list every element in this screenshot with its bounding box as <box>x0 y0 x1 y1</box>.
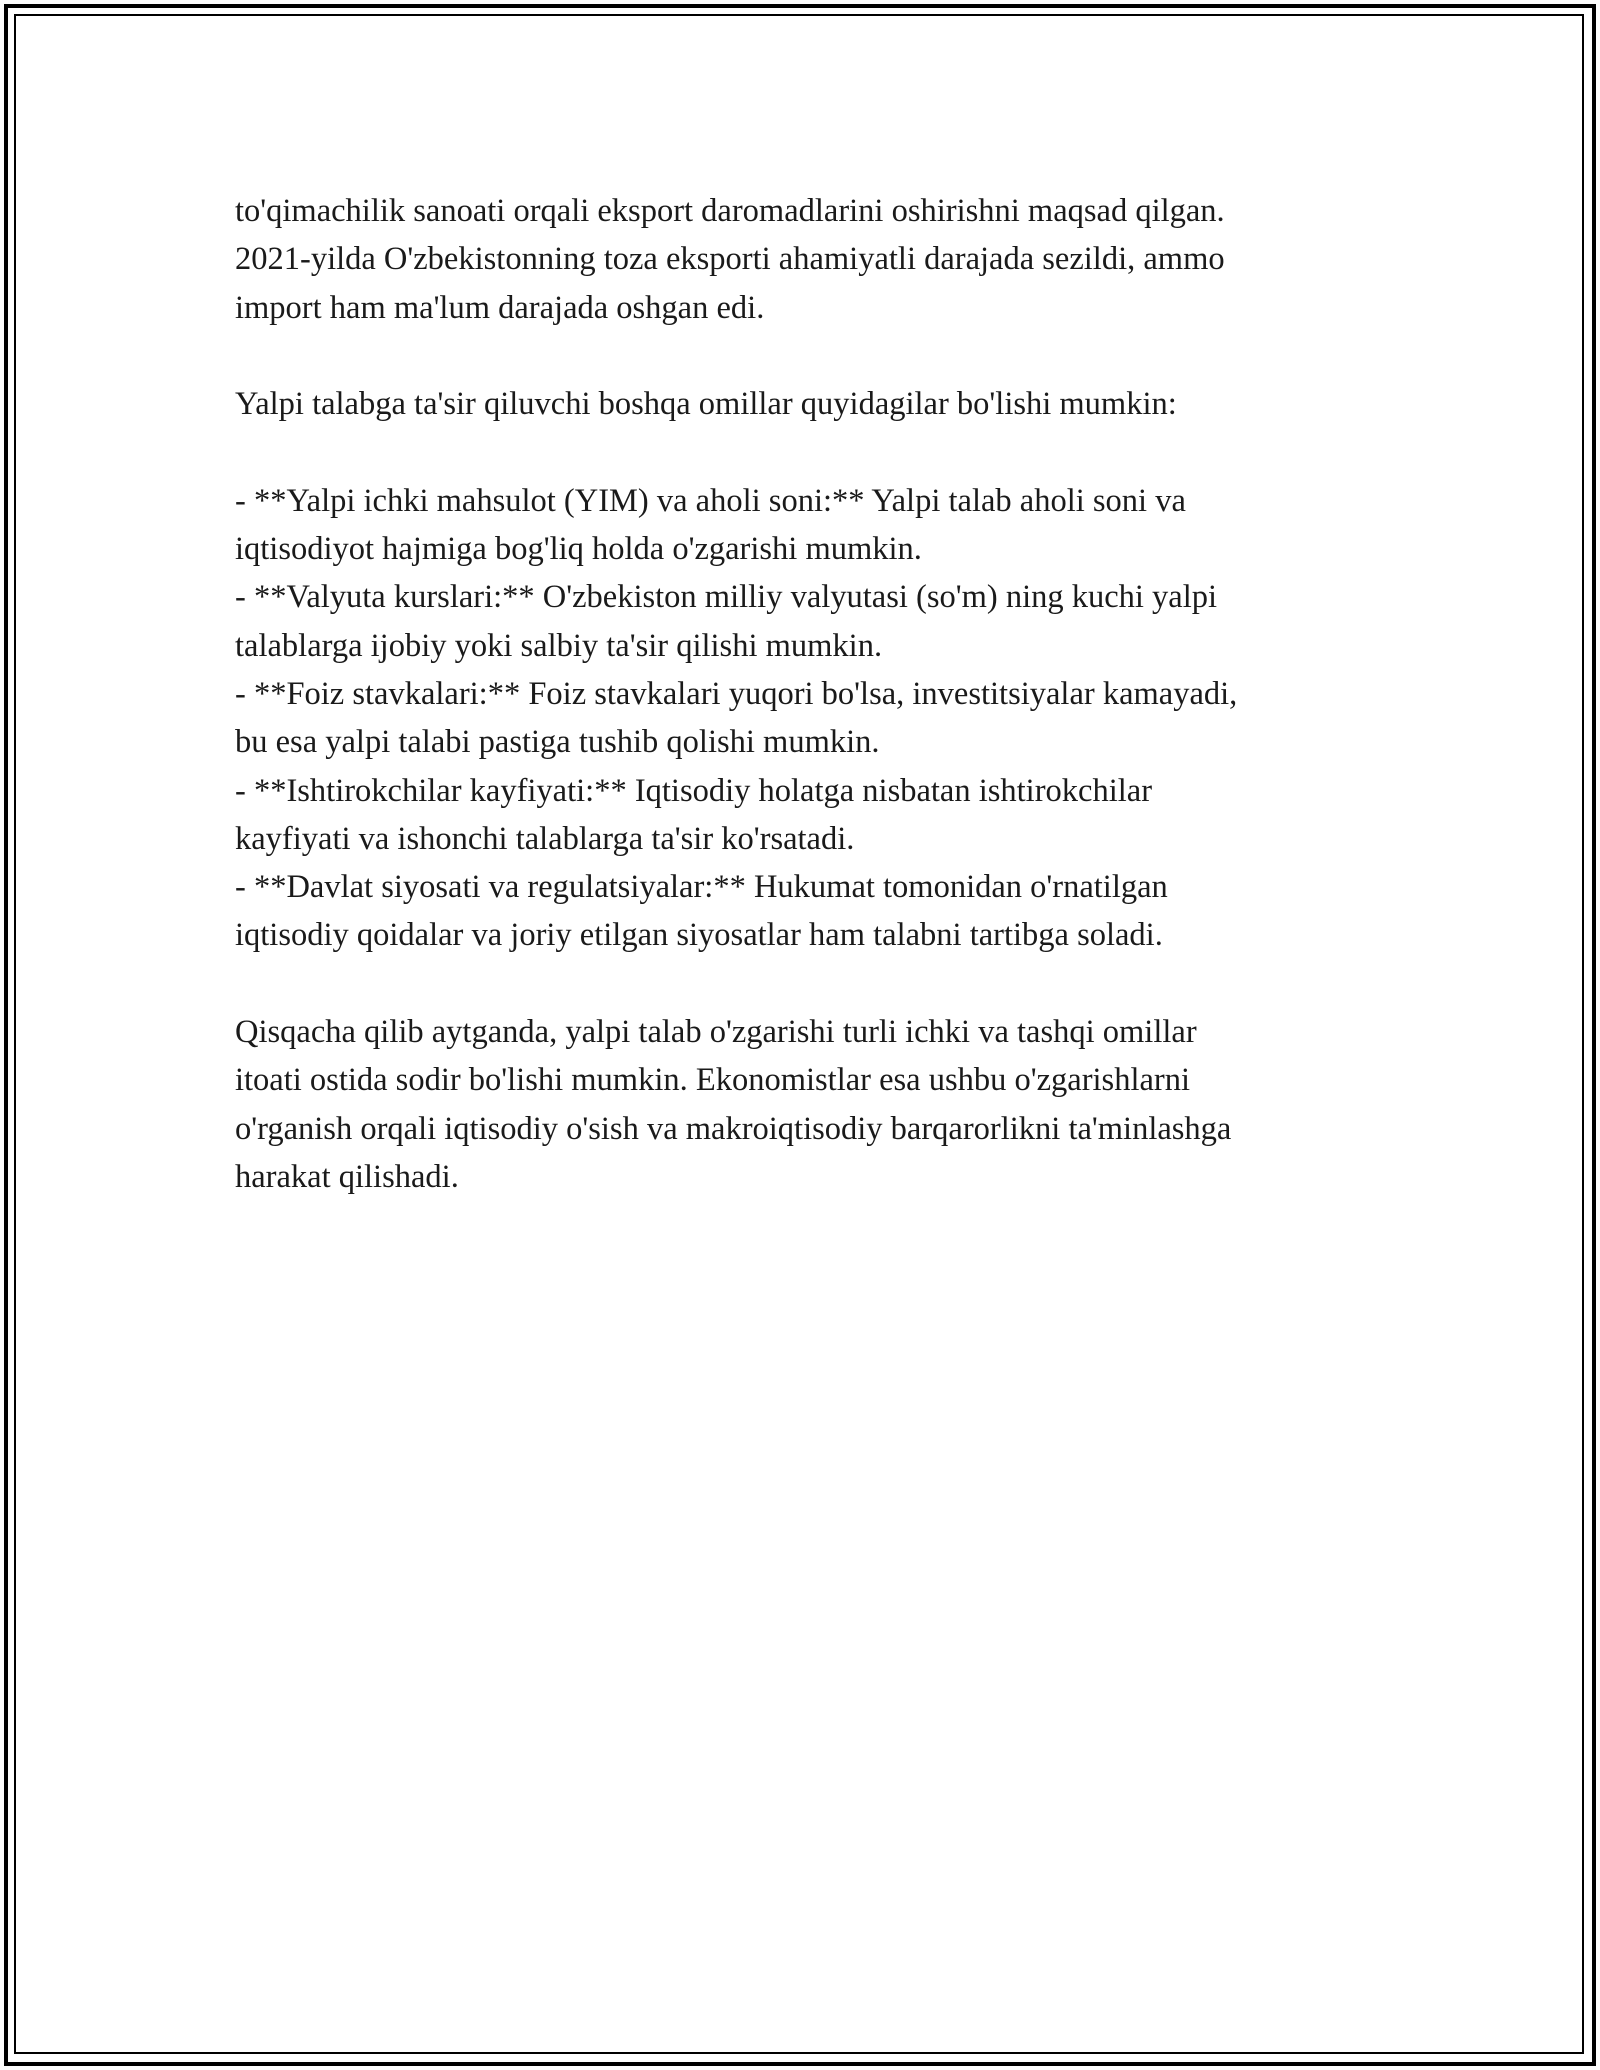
text-line: talablarga ijobiy yoki salbiy ta'sir qilishi mumkin. <box>235 627 883 664</box>
paragraph-conclusion <box>235 1008 1375 1201</box>
list-item <box>235 573 1375 670</box>
text-line: import ham ma'lum darajada oshgan edi. <box>235 289 765 326</box>
paragraph-gap <box>235 428 1375 476</box>
text-line: kayfiyati va ishonchi talablarga ta'sir ko'rsatadi. <box>235 820 855 857</box>
paragraph-intro <box>235 187 1375 332</box>
text-line: harakat qilishadi. <box>235 1158 459 1195</box>
text-line: - **Valyuta kurslari:** O'zbekiston milliy valyutasi (so'm) ning kuchi yalpi <box>235 579 1218 616</box>
text-line: itoati ostida sodir bo'lishi mumkin. Ekonomistlar esa ushbu o'zgarishlarni <box>235 1062 1191 1099</box>
text-line: o'rganish orqali iqtisodiy o'sish va makroiqtisodiy barqarorlikni ta'minlashga <box>235 1110 1232 1147</box>
text-line: - **Foiz stavkalari:** Foiz stavkalari yuqori bo'lsa, investitsiyalar kamayadi, <box>235 675 1238 712</box>
list-item <box>235 863 1375 960</box>
text-line: Qisqacha qilib aytganda, yalpi talab o'zgarishi turli ichki va tashqi omillar <box>235 1014 1197 1051</box>
text-line: iqtisodiyot hajmiga bog'liq holda o'zgarishi mumkin. <box>235 531 922 568</box>
paragraph-gap <box>235 332 1375 380</box>
factors-list <box>235 477 1375 960</box>
paragraph-factors-intro <box>235 380 1375 428</box>
text-line: 2021-yilda O'zbekistonning toza eksporti ahamiyatli darajada sezildi, ammo <box>235 241 1225 278</box>
text-line: iqtisodiy qoidalar va joriy etilgan siyosatlar ham talabni tartibga soladi. <box>235 917 1163 954</box>
text-line: bu esa yalpi talabi pastiga tushib qolishi mumkin. <box>235 724 880 761</box>
list-item <box>235 477 1375 574</box>
list-item <box>235 670 1375 767</box>
text-line: Yalpi talabga ta'sir qiluvchi boshqa omillar quyidagilar bo'lishi mumkin: <box>235 386 1177 423</box>
text-line: to'qimachilik sanoati orqali eksport daromadlarini oshirishni maqsad qilgan. <box>235 193 1225 229</box>
list-item <box>235 767 1375 864</box>
text-line: - **Davlat siyosati va regulatsiyalar:** Hukumat tomonidan o'rnatilgan <box>235 869 1168 906</box>
paragraph-gap <box>235 960 1375 1008</box>
document-body <box>235 187 1375 1201</box>
text-line: - **Ishtirokchilar kayfiyati:** Iqtisodiy holatga nisbatan ishtirokchilar <box>235 772 1153 809</box>
text-line: - **Yalpi ichki mahsulot (YIM) va aholi soni:** Yalpi talab aholi soni va <box>235 482 1186 519</box>
